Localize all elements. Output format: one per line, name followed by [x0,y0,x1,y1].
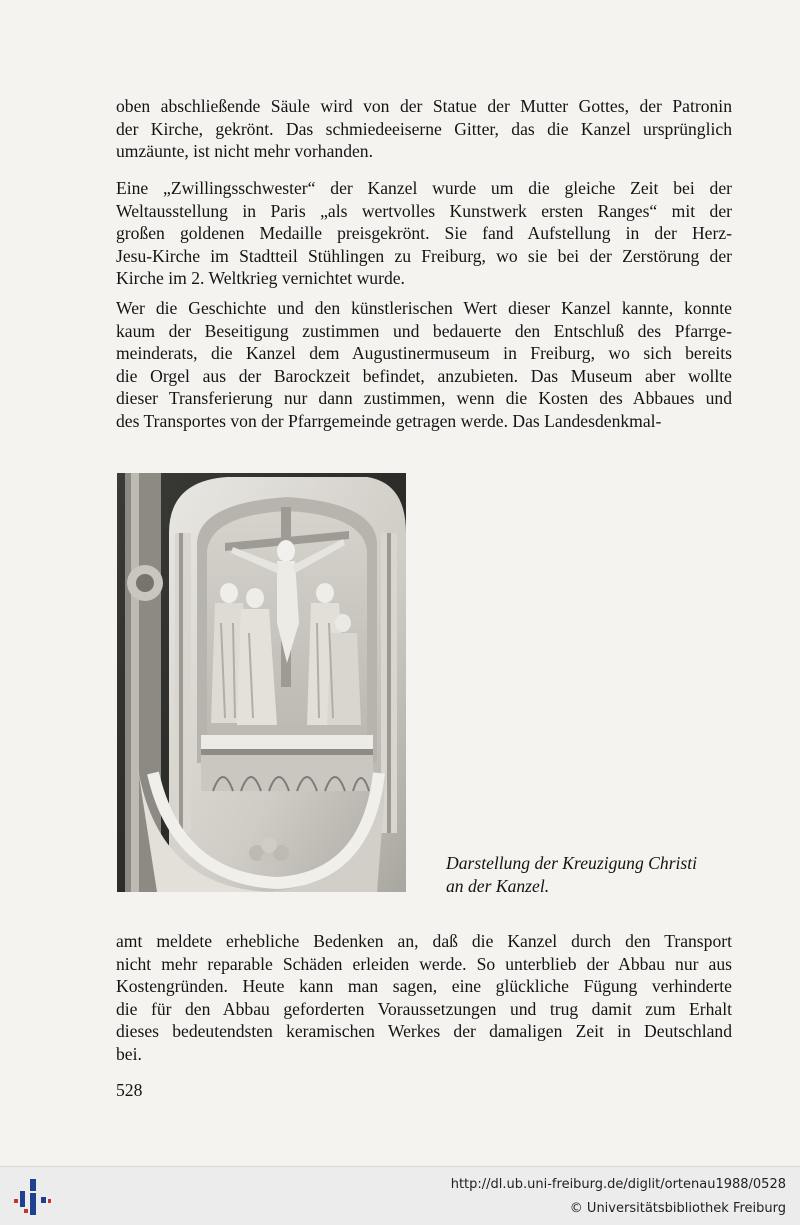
page-number: 528 [116,1080,143,1100]
text-line: des Transportes von der Pfarrgemeinde getragen werde. Das Landesdenkmal- [116,410,662,431]
text-line: Jesu-Kirche im Stadtteil Stühlingen zu Freiburg, wo sie bei der Zerstörung der [116,245,732,266]
source-url-link[interactable]: http://dl.ub.uni-freiburg.de/diglit/ortenau1988/0528 [450,1177,786,1192]
crucifixion-relief-photo [117,473,406,892]
text-line: dieses bedeutendsten keramischen Werkes der damaligen Zeit in Deutschland [116,1021,732,1042]
text-line: Weltausstellung in Paris „als wertvolles Kunstwerk ersten Ranges“ mit der [116,200,732,221]
paragraph-1 [116,95,732,163]
relief-illustration [117,473,406,892]
text-line: Wer die Geschichte und den künstlerischen Wert dieser Kanzel kannte, konnte [116,298,732,318]
text-line: der Kirche, gekrönt. Das schmiedeeiserne Gitter, das die Kanzel ursprünglich [116,118,732,139]
paragraph-4 [116,930,732,1066]
text-line: nicht mehr reparable Schäden erleiden werde. So unterblieb der Abbau nur aus [116,953,732,974]
copyright-text: © Universitätsbibliothek Freiburg [569,1201,786,1216]
text-line: kaum der Beseitigung zustimmen und bedauerte den Entschluß des Pfarrge- [116,320,732,341]
text-line: oben abschließende Säule wird von der Statue der Mutter Gottes, der Patronin [116,96,732,116]
text-line: Eine „Zwillingsschwester“ der Kanzel wurde um die gleiche Zeit bei der [116,178,732,198]
text-line: Kostengründen. Heute kann man sagen, eine glückliche Fügung verhinderte [116,976,732,997]
text-line: bei. [116,1043,142,1064]
text-line: die Orgel aus der Barockzeit befindet, anzubieten. Das Museum aber wollte [116,365,732,386]
text-line: Kirche im 2. Weltkrieg vernichtet wurde. [116,268,405,289]
text-line: amt meldete erhebliche Bedenken an, daß die Kanzel durch den Transport [116,931,732,951]
paragraph-3 [116,297,732,433]
text-line: großen goldenen Medaille preisgekrönt. Sie fand Aufstellung in der Herz- [116,223,732,244]
caption-line: Darstellung der Kreuzigung Christi [446,853,698,873]
text-line: dieser Transferierung nur dann zustimmen, wenn die Kosten des Abbaues und [116,388,732,409]
text-line: meinderats, die Kanzel dem Augustinermuseum in Freiburg, wo sich bereits [116,343,732,364]
caption-line: an der Kanzel. [446,875,550,896]
paragraph-2 [116,177,732,290]
library-footer [0,1166,800,1225]
text-line: umzäunte, ist nicht mehr vorhanden. [116,141,373,162]
figure-caption [446,852,736,897]
text-line: die für den Abbau geforderten Voraussetzungen und trug damit zum Erhalt [116,998,732,1019]
ub-freiburg-logo-icon[interactable] [12,1177,52,1217]
